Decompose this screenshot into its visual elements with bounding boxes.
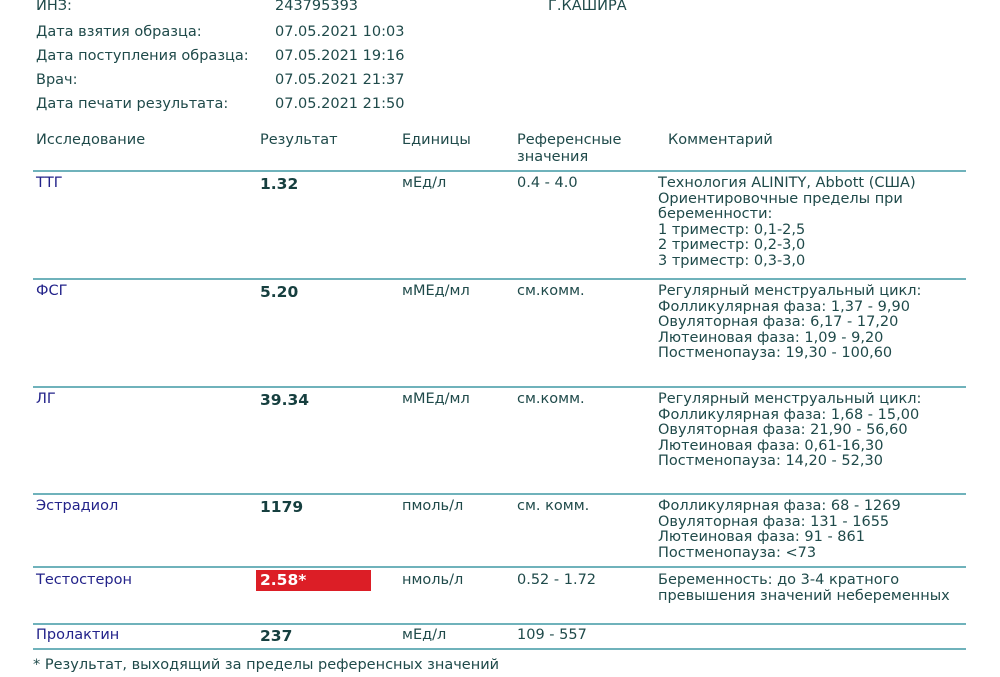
- units: мМЕд/мл: [402, 391, 470, 407]
- comment: [658, 176, 916, 269]
- result-value: 1179: [260, 498, 304, 516]
- inz-value: 243795393: [275, 0, 359, 14]
- sample-received-value: 07.05.2021 19:16: [275, 48, 405, 64]
- comment-line: Ориентировочные пределы при: [658, 190, 903, 207]
- comment: [658, 499, 901, 561]
- comment-line: Фолликулярная фаза: 68 - 1269: [658, 498, 901, 514]
- test-name: Тестостерон: [36, 572, 132, 588]
- reference-range: 0.52 - 1.72: [517, 572, 597, 588]
- column-reference: [517, 132, 621, 166]
- reference-range: см. комм.: [517, 498, 590, 514]
- row-divider: [33, 278, 966, 280]
- sample-taken-label: Дата взятия образца:: [36, 24, 202, 40]
- result-value: 39.34: [260, 391, 310, 409]
- row-divider: [33, 623, 966, 625]
- units: нмоль/л: [402, 572, 464, 588]
- row-divider: [33, 386, 966, 388]
- comment-line: Овуляторная фаза: 131 - 1655: [658, 513, 890, 530]
- column-reference-line1: Референсные: [517, 132, 622, 148]
- comment-line: Постменопауза: 14,20 - 52,30: [658, 453, 883, 469]
- column-test: Исследование: [36, 132, 146, 148]
- units: мМЕд/мл: [402, 283, 470, 299]
- comment: [658, 284, 921, 362]
- units: мЕд/л: [402, 627, 447, 643]
- comment-line: 2 триместр: 0,2-3,0: [658, 237, 806, 253]
- units: пмоль/л: [402, 498, 464, 514]
- column-result: Результат: [260, 132, 338, 148]
- comment: [658, 573, 950, 604]
- column-comment: Комментарий: [668, 132, 773, 148]
- test-name: ФСГ: [36, 283, 68, 299]
- comment-line: 1 триместр: 0,1-2,5: [658, 221, 806, 238]
- test-name: ЛГ: [36, 391, 56, 407]
- column-units: Единицы: [402, 132, 471, 148]
- reference-range: см.комм.: [517, 283, 585, 299]
- sample-taken-value: 07.05.2021 10:03: [275, 24, 405, 40]
- comment-line: Постменопауза: <73: [658, 544, 817, 561]
- comment-line: беременности:: [658, 206, 773, 222]
- test-name: ТТГ: [36, 175, 63, 191]
- row-divider: [33, 566, 966, 568]
- comment-line: Овуляторная фаза: 6,17 - 17,20: [658, 314, 899, 330]
- doctor-value: 07.05.2021 21:37: [275, 72, 405, 88]
- reference-range: 109 - 557: [517, 627, 587, 643]
- result-value: 5.20: [260, 283, 299, 301]
- comment-line: Лютеиновая фаза: 0,61-16,30: [658, 437, 884, 454]
- print-date-value: 07.05.2021 21:50: [275, 96, 405, 112]
- reference-range: см.комм.: [517, 391, 585, 407]
- table-bottom-rule: [33, 648, 966, 650]
- reference-range: 0.4 - 4.0: [517, 175, 578, 191]
- comment-line: Фолликулярная фаза: 1,37 - 9,90: [658, 298, 910, 315]
- sample-received-label: Дата поступления образца:: [36, 48, 249, 64]
- row-divider: [33, 170, 966, 172]
- test-name: Пролактин: [36, 627, 120, 643]
- column-reference-line2: значения: [517, 149, 589, 165]
- result-value-out-of-range: 2.58*: [256, 570, 371, 591]
- comment-line: Регулярный менструальный цикл:: [658, 283, 922, 299]
- comment-line: Фолликулярная фаза: 1,68 - 15,00: [658, 406, 920, 423]
- comment-line: Регулярный менструальный цикл:: [658, 391, 922, 407]
- test-name: Эстрадиол: [36, 498, 119, 514]
- units: мЕд/л: [402, 175, 447, 191]
- comment-line: 3 триместр: 0,3-3,0: [658, 252, 806, 269]
- comment-line: Лютеиновая фаза: 91 - 861: [658, 529, 865, 545]
- doctor-label: Врач:: [36, 72, 78, 88]
- city: Г.КАШИРА: [548, 0, 627, 14]
- comment-line: Овуляторная фаза: 21,90 - 56,60: [658, 422, 908, 438]
- print-date-label: Дата печати результата:: [36, 96, 229, 112]
- result-value: 1.32: [260, 175, 299, 193]
- comment-line: Беременность: до 3-4 кратного: [658, 572, 900, 588]
- footnote: * Результат, выходящий за пределы референсных значений: [33, 657, 500, 673]
- comment-line: Постменопауза: 19,30 - 100,60: [658, 345, 893, 361]
- comment-line: Технология ALINITY, Abbott (США): [658, 175, 916, 191]
- comment-line: Лютеиновая фаза: 1,09 - 9,20: [658, 329, 884, 346]
- inz-label: ИНЗ:: [36, 0, 72, 14]
- row-divider: [33, 493, 966, 495]
- comment: [658, 392, 921, 470]
- result-value: 237: [260, 627, 293, 645]
- comment-line: превышения значений небеременных: [658, 587, 950, 604]
